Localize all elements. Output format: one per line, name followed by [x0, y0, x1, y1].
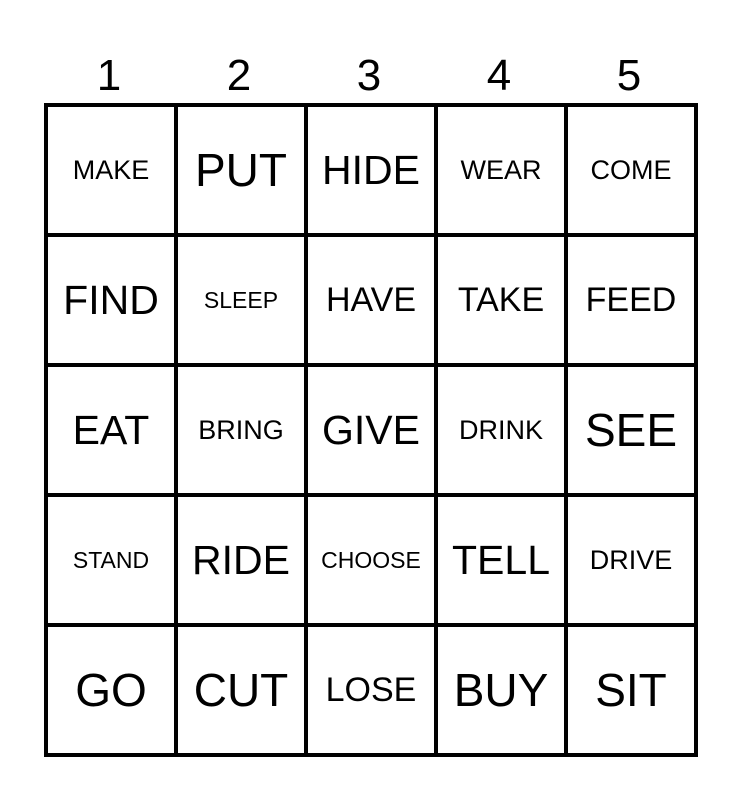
bingo-cell-label: TELL [452, 536, 550, 583]
bingo-cell-r1c1[interactable] [48, 107, 178, 237]
bingo-cell-label: GO [75, 664, 147, 716]
bingo-cell-r4c3[interactable] [308, 497, 438, 627]
bingo-cell-r5c5[interactable] [568, 627, 698, 757]
bingo-cell-r2c1[interactable] [48, 237, 178, 367]
bingo-cell-label: CUT [193, 664, 289, 716]
bingo-cell-r2c5[interactable] [568, 237, 698, 367]
bingo-cell-label: BRING [198, 414, 284, 445]
bingo-cell-label: DRINK [458, 414, 543, 445]
bingo-cell-label: CHOOSE [321, 546, 421, 573]
bingo-cell-label: RIDE [192, 536, 290, 583]
bingo-cell-r2c4[interactable] [438, 237, 568, 367]
bingo-cell-label: MAKE [72, 154, 150, 185]
bingo-cell-r4c1[interactable] [48, 497, 178, 627]
bingo-cell-label: FEED [585, 281, 677, 319]
bingo-cell-r1c2[interactable] [178, 107, 308, 237]
bingo-cell-r1c5[interactable] [568, 107, 698, 237]
bingo-cell-label: DRIVE [589, 544, 673, 575]
bingo-cell-label: SLEEP [203, 286, 279, 313]
table-row [48, 497, 698, 627]
bingo-cell-r2c2[interactable] [178, 237, 308, 367]
column-header-row [44, 40, 694, 98]
bingo-cell-r3c3[interactable] [308, 367, 438, 497]
bingo-cell-r3c4[interactable] [438, 367, 568, 497]
bingo-cell-label: EAT [72, 406, 150, 453]
table-row [48, 107, 698, 237]
bingo-board [44, 40, 694, 757]
bingo-cell-r5c2[interactable] [178, 627, 308, 757]
bingo-cell-r4c2[interactable] [178, 497, 308, 627]
bingo-cell-label: PUT [195, 144, 287, 196]
bingo-cell-label: HAVE [325, 281, 417, 319]
bingo-cell-label: GIVE [322, 406, 420, 453]
bingo-cell-r5c1[interactable] [48, 627, 178, 757]
bingo-cell-r4c5[interactable] [568, 497, 698, 627]
bingo-cell-label: LOSE [325, 671, 417, 709]
bingo-cell-r5c3[interactable] [308, 627, 438, 757]
bingo-cell-r3c5[interactable] [568, 367, 698, 497]
column-header-5: 5 [616, 51, 642, 100]
bingo-cell-r1c4[interactable] [438, 107, 568, 237]
column-header-1: 1 [96, 51, 122, 100]
bingo-cell-label: BUY [453, 664, 549, 716]
table-row [48, 237, 698, 367]
column-header-4: 4 [486, 51, 512, 100]
table-row [48, 627, 698, 757]
bingo-cell-label: FIND [63, 276, 159, 323]
bingo-cell-label: SEE [584, 404, 678, 456]
bingo-cell-label: TAKE [457, 281, 545, 319]
bingo-cell-r2c3[interactable] [308, 237, 438, 367]
bingo-cell-label: HIDE [322, 146, 420, 193]
bingo-cell-r3c2[interactable] [178, 367, 308, 497]
bingo-grid [44, 103, 698, 757]
bingo-cell-label: STAND [72, 546, 150, 573]
bingo-cell-r4c4[interactable] [438, 497, 568, 627]
column-header-3: 3 [356, 51, 382, 100]
bingo-cell-r3c1[interactable] [48, 367, 178, 497]
bingo-cell-r5c4[interactable] [438, 627, 568, 757]
bingo-cell-label: COME [590, 154, 672, 185]
bingo-cell-label: SIT [595, 664, 667, 716]
bingo-cell-r1c3[interactable] [308, 107, 438, 237]
table-row [48, 367, 698, 497]
column-header-2: 2 [226, 51, 252, 100]
bingo-cell-label: WEAR [460, 154, 542, 185]
